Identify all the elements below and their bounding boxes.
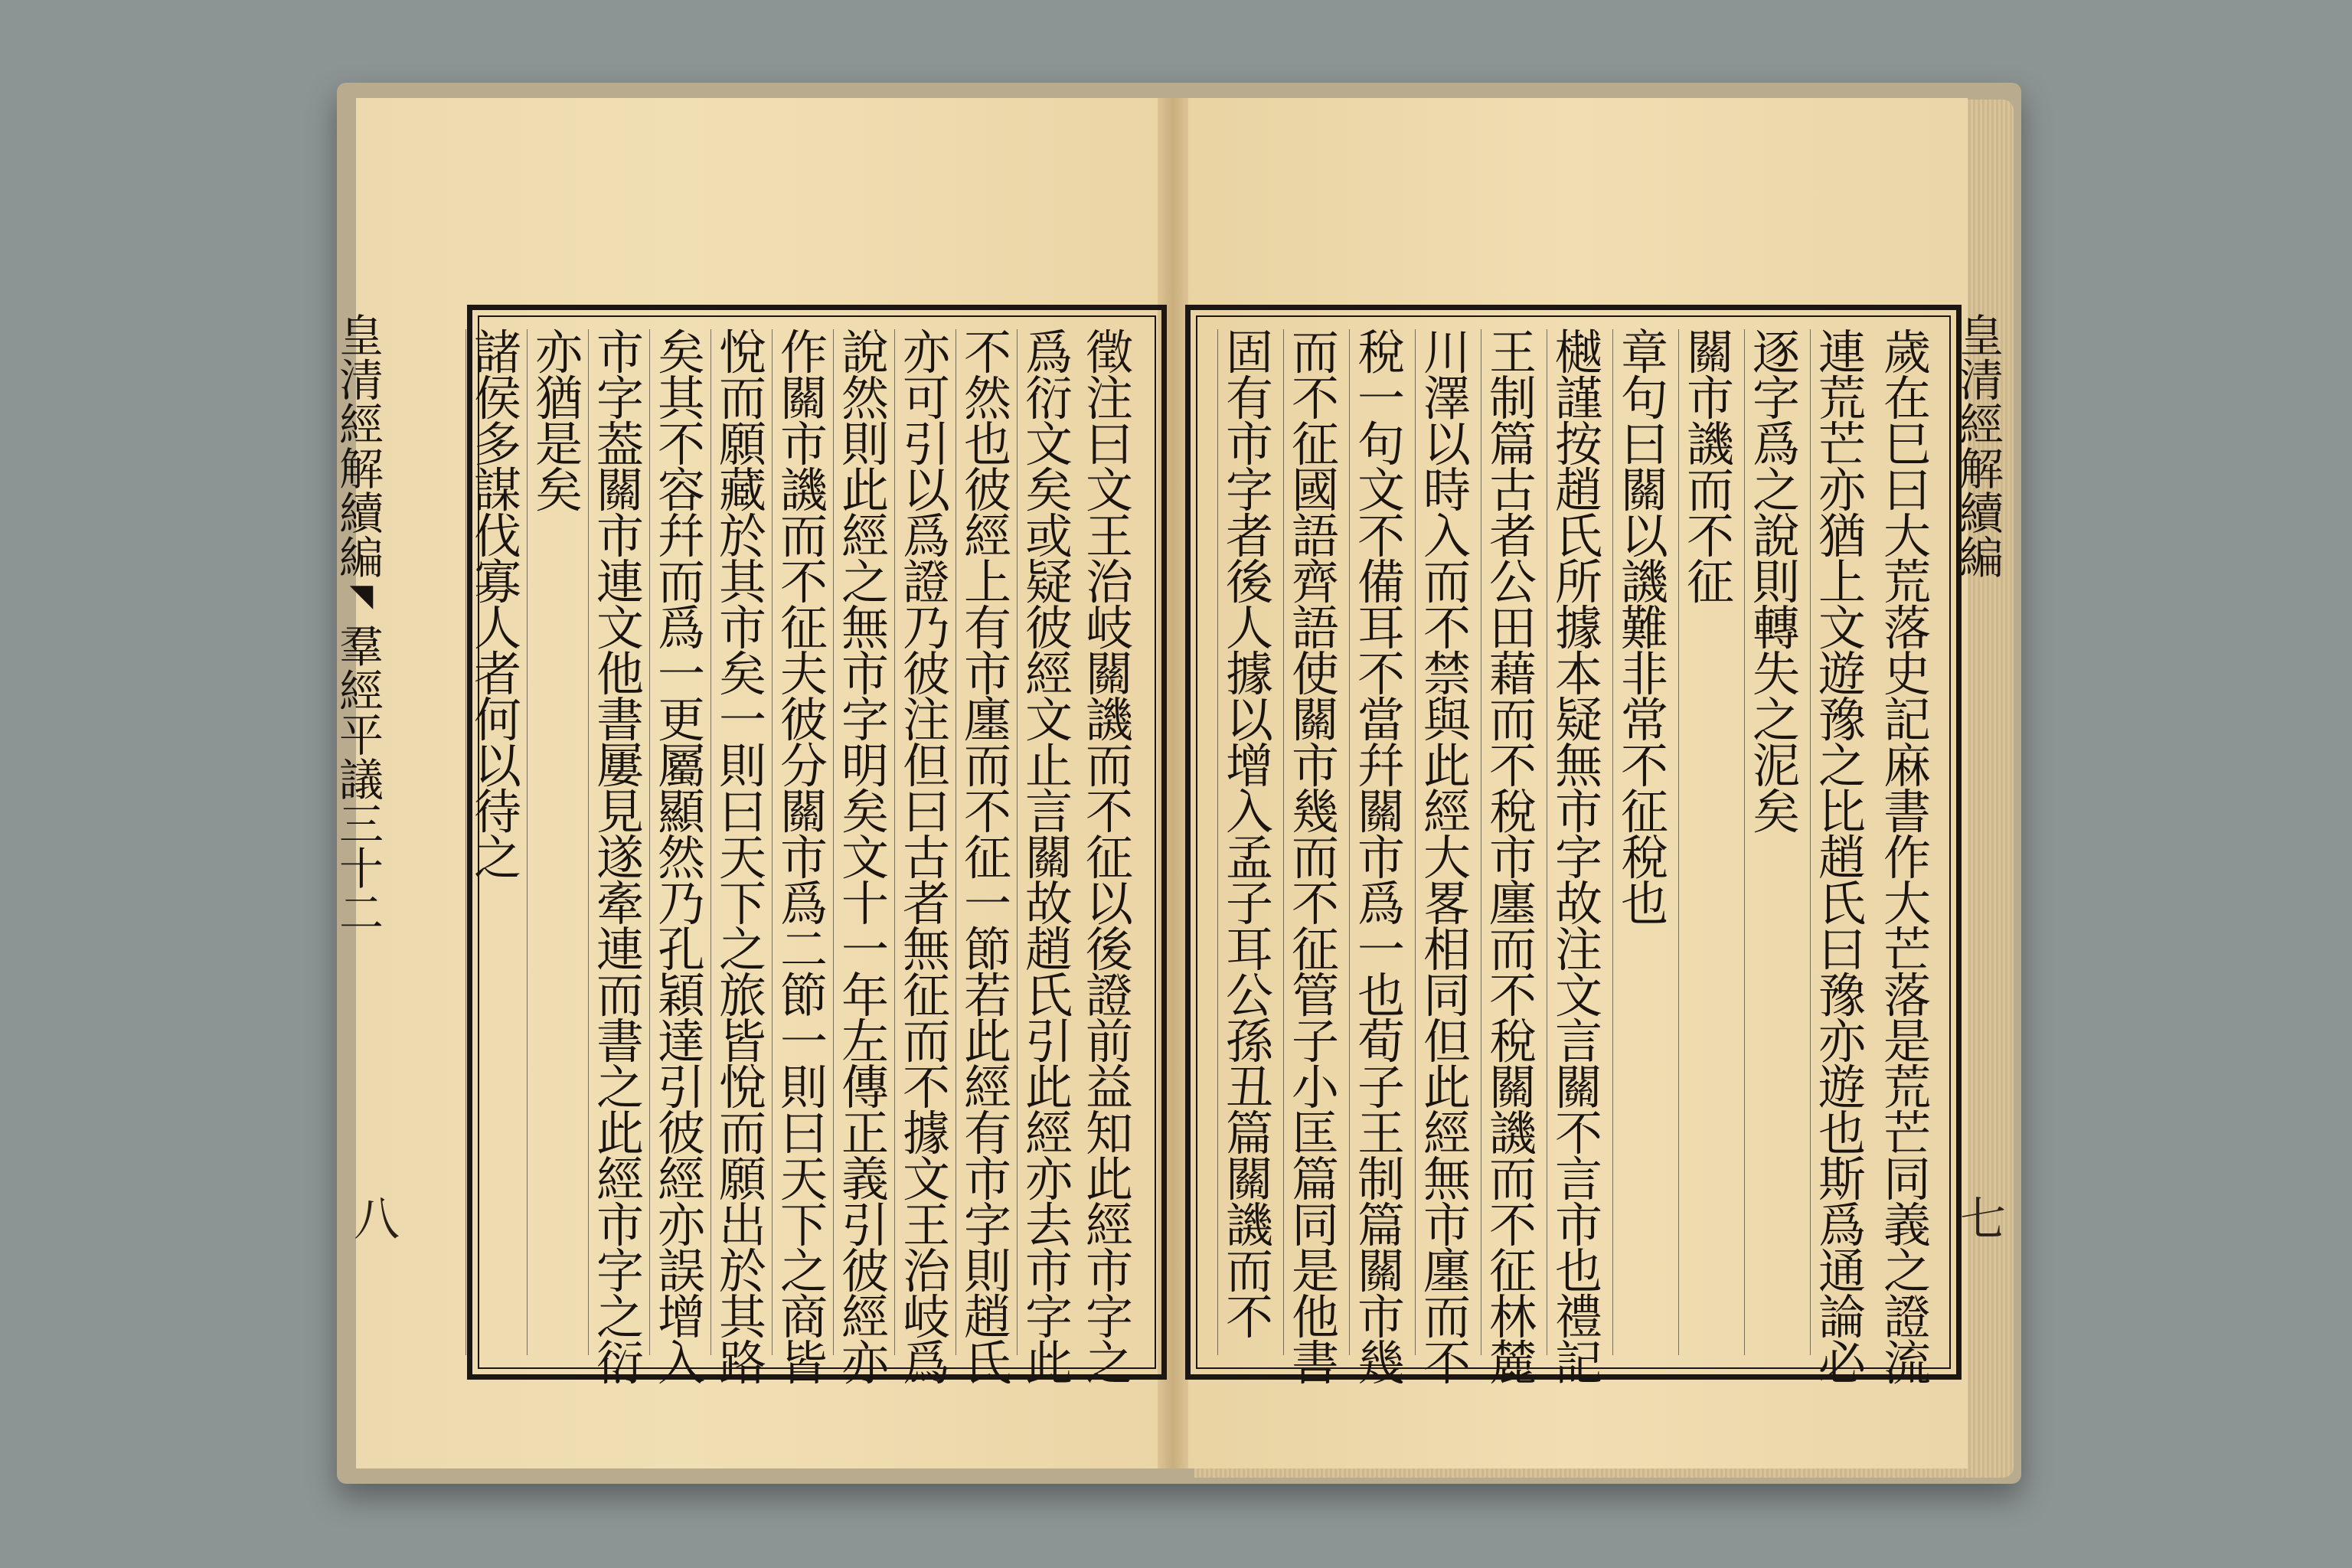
left-column: 諸 侯 多 謀 伐 寡 人 者 何 以 待 之 [466,329,529,1355]
right-column: 而 不 征 國 語 齊 語 使 關 市 幾 而 不 征 管 子 小 匡 篇 同 是 他 書 [1283,329,1347,1355]
right-column: 章 句 曰 關 以 譏 難 非 常 不 征 稅 也 [1612,329,1676,1355]
left-column: 悅 而 願 藏 於 其 市 矣 一 則 曰 天 下 之 旅 皆 悅 而 願 出 於 其 路 [710,329,774,1355]
right-column: 川 澤 以 時 入 而 不 禁 與 此 經 大 畧 相 同 但 此 經 無 市 廛 而 不 [1415,329,1478,1355]
right-column: 歲 在 巳 曰 大 荒 落 史 記 麻 書 作 大 芒 落 是 荒 芒 同 義 之 證 流 [1883,325,1931,1391]
right-column: 固 有 市 字 者 後 人 據 以 增 入 孟 子 耳 公 孫 丑 篇 關 譏 而 不 [1217,329,1281,1355]
right-column: 連 荒 芒 亦 猶 上 文 遊 豫 之 比 趙 氏 曰 豫 亦 遊 也 斯 爲 通 論 必 [1810,329,1873,1355]
left-column: 不 然 也 彼 經 上 有 市 廛 而 不 征 一 節 若 此 經 有 市 字 則 趙 氏 [956,329,1019,1355]
left-column: 亦 猶 是 矣 [527,329,590,1355]
left-column: 矣 其 不 容 幷 而 爲 一 更 屬 顯 然 乃 孔 穎 達 引 彼 經 亦 誤 增 入 [649,329,713,1355]
right-column: 稅 一 句 文 不 備 耳 不 當 幷 關 市 爲 一 也 荀 子 王 制 篇 關 市 幾 [1349,329,1413,1355]
left-column: 徵 注 曰 文 王 治 岐 關 譏 而 不 征 以 後 證 前 益 知 此 經 市 字 之 [1085,325,1133,1391]
right-column: 逐 字 爲 之 說 則 轉 失 之 泥 矣 [1744,329,1808,1355]
right-column: 樾 謹 按 趙 氏 所 據 本 疑 無 市 字 故 注 文 言 關 不 言 市 也 禮 記 [1547,329,1610,1355]
left-column: 說 然 則 此 經 之 無 市 字 明 矣 文 十 一 年 左 傳 正 義 引 彼 經 亦 [833,329,897,1355]
left-folio: 八 [354,1193,400,1246]
right-column: 王 制 篇 古 者 公 田 藉 而 不 稅 市 廛 而 不 稅 關 譏 而 不 征 林 麓 [1481,329,1544,1355]
right-margin-title: 皇 清 經 解 續 編 [1958,310,2004,584]
left-column: 亦 可 引 以 爲 證 乃 彼 注 但 曰 古 者 無 征 而 不 據 文 王 治 岐 爲 [894,329,958,1355]
left-column: 作 關 市 譏 而 不 征 夫 彼 分 關 市 爲 二 節 一 則 曰 天 下 之 商 皆 [772,329,835,1355]
left-column: 市 字 葢 關 市 連 文 他 書 屢 見 遂 牽 連 而 書 之 此 經 市 字 之 衍 [588,329,652,1355]
right-column: 關 市 譏 而 不 征 [1678,329,1742,1355]
right-folio: 七 [1960,1193,2006,1246]
left-margin-title: 皇 清 經 解 續 編 ◥ 羣 經 平 議 三 十 二 [338,310,384,939]
left-column: 爲 衍 文 矣 或 疑 彼 經 文 止 言 關 故 趙 氏 引 此 經 亦 去 市 字 此 [1017,329,1080,1355]
